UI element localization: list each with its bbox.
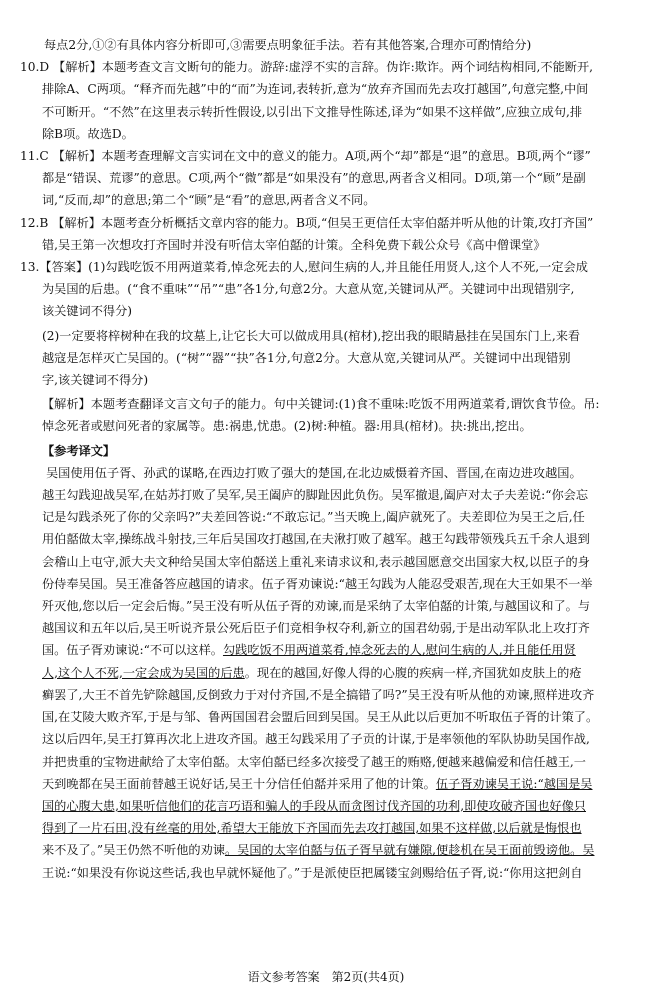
text-line: 用伯嚭做太宰,操练战斗射技,三年后吴国攻打越国,在夫湫打败了越军。越王勾践带领残兵五千余人退到 (42, 532, 590, 547)
text-line: 国。伍子胥劝谏说:“不可以这样。勾践吃饭不用两道菜肴,悼念死去的人,慰问生病的人,并且能任用贤 (42, 643, 576, 658)
text-line: 记是勾践杀死了你的父亲吗?”夫差回答说:“不敢忘记。”当天晚上,阖庐就死了。夫差即位为吴王之后,任 (42, 510, 585, 525)
text-line: 每点2分,①②有具体内容分析即可,③需要点明象征手法。若有其他答案,合理亦可酌情给分) (44, 38, 532, 52)
text-line: 错,吴王第一次想攻打齐国时并没有听信太宰伯嚭的计策。全科免费下载公众号《高中僧课堂》 (42, 237, 546, 252)
text-line: 这以后四年,吴王打算再次北上进攻齐国。越王勾践采用了子贡的计谋,于是率领他的军队协助吴国作战, (42, 732, 590, 747)
text-line: 越王勾践迎战吴军,在姑苏打败了吴军,吴王阖庐的脚趾因此负伤。吴军撤退,阖庐对太子夫差说:“你会忘 (42, 488, 589, 503)
page-footer: 语文参考答案 第2页(共4页) (247, 970, 405, 984)
text-line: 天到晚都在吴王面前替越王说好话,吴王十分信任伯嚭并采用了他的计策。伍子胥劝谏吴王说:“越国是吴 (42, 776, 593, 791)
text-line: 排除A、C两项。“释齐而先越”中的“而”为连词,表转折,意为“放弃齐国而先去攻打越国”,句意完整,中间 (42, 82, 589, 97)
text-line: 13.【答案】(1)勾践吃饭不用两道菜肴,悼念死去的人,慰问生病的人,并且能任用贤人,这个人不死,一定会成 (20, 260, 588, 275)
text-line: 越国议和五年以后,吴王听说齐景公死后臣子们竞相争权夺利,新立的国君幼弱,于是出动军队北上攻打齐 (42, 621, 590, 636)
section-heading: 【参考译文】 (42, 443, 116, 458)
text-line: 并把贵重的宝物进献给了太宰伯嚭。太宰伯嚭已经多次接受了越王的贿赂,便越来越偏爱和信任越王,一 (42, 754, 586, 769)
text-line: 都是“错误、荒谬”的意思。C项,两个“微”都是“如果没有”的意思,两者含义相同。D项,第一个“顾”是副 (42, 171, 586, 186)
text-line: 不可断开。“不然”在这里表示转折性假设,以引出下文推导性陈述,译为“如果不这样做”,应独立成句,排 (42, 104, 583, 119)
text-line: 会稽山上屯守,派大夫文种给吴国太宰伯嚭送上重礼来请求议和,表示越国愿意交出国家大权,以臣子的身 (42, 554, 590, 569)
text-line: 悼念死者或慰问死者的家属等。患:祸患,忧患。(2)树:种植。器:用具(棺材)。抉:挑出,挖出。 (42, 419, 532, 434)
text-line: 份侍奉吴国。吴王准备答应越国的请求。伍子胥劝谏说:“越王勾践为人能忍受艰苦,现在大王如果不一举 (42, 576, 593, 591)
text-line: 癣罢了,大王不首先铲除越国,反倒致力于对付齐国,不是全搞错了吗?”吴王没有听从他的劝谏,照样进攻齐 (42, 687, 595, 702)
text-line: 除B项。故选D。 (42, 126, 134, 141)
text-line: (2)一定要将梓树种在我的坟墓上,让它长大可以做成用具(棺材),挖出我的眼睛悬挂在吴国东门上,来看 (42, 328, 581, 343)
text-line: 国,在艾陵大败齐军,于是与邹、鲁两国国君会盟后回到吴国。吴王从此以后更加不听取伍子胥的计策了。 (42, 710, 599, 725)
text-line: 歼灭他,您以后一定会后悔。”吴王没有听从伍子胥的劝谏,而是采纳了太宰伯嚭的计策,与越国议和了。与 (42, 599, 591, 614)
text-line: 越寇是怎样灭亡吴国的。(“树”“器”“抉”各1分,句意2分。大意从宽,关键词从严。关键词中出现错别 (42, 350, 571, 365)
text-line: 字,该关键词不得分) (42, 373, 149, 388)
text-line: 王说:“如果没有你说这些话,我也早就怀疑他了。”于是派使臣把属镂宝剑赐给伍子胥,说:“你用这把剑自 (42, 865, 583, 880)
text-line: 得到了一片石田,没有丝毫的用处,希望大王能放下齐国而先去攻打越国,如果不这样做,以后就是悔恨也 (42, 821, 582, 836)
text-line: 该关键词不得分) (42, 304, 133, 319)
text-line: 吴国使用伍子胥、孙武的谋略,在西边打败了强大的楚国,在北边威慑着齐国、晋国,在南边进攻越国。 (46, 465, 582, 480)
answer-sheet-page (20, 34, 632, 884)
text-line: 12.B 【解析】本题考查分析概括文章内容的能力。B项,“但吴王更信任太宰伯嚭并听从他的计策,攻打齐国” (20, 215, 594, 230)
text-line: 为吴国的后患。(“食不重味”“吊”“患”各1分,句意2分。大意从宽,关键词从严。关键词中出现错别字, (42, 282, 575, 297)
text-line: 10.D 【解析】本题考查文言文断句的能力。游辞:虚浮不实的言辞。伪诈:欺诈。两个词结构相同,不能断开, (20, 60, 594, 75)
text-line: 词,“反而,却”的意思;第二个“顾”是“看”的意思,两者含义不同。 (42, 193, 376, 208)
text-line: 人,这个人不死,一定会成为吴国的后患。现在的越国,好像人得的心腹的疾病一样,齐国犹如皮肤上的疮 (42, 665, 582, 680)
text-line: 11.C 【解析】本题考查理解文言实词在文中的意义的能力。A项,两个“却”都是“退”的意思。B项,两个“谬” (20, 149, 591, 164)
text-line: 【解析】本题考查翻译文言文句子的能力。句中关键词:(1)食不重味:吃饭不用两道菜肴,谓饮食节俭。吊: (42, 397, 600, 412)
text-body (20, 34, 632, 884)
text-line: 国的心腹大患,如果听信他们的花言巧语和骗人的手段从而贪图讨伐齐国的功利,即使攻破齐国也好像只 (42, 798, 586, 813)
text-line: 来不及了。”吴王仍然不听他的劝谏。吴国的太宰伯嚭与伍子胥早就有嫌隙,便趁机在吴王面前毁谤他。吴 (42, 843, 595, 858)
